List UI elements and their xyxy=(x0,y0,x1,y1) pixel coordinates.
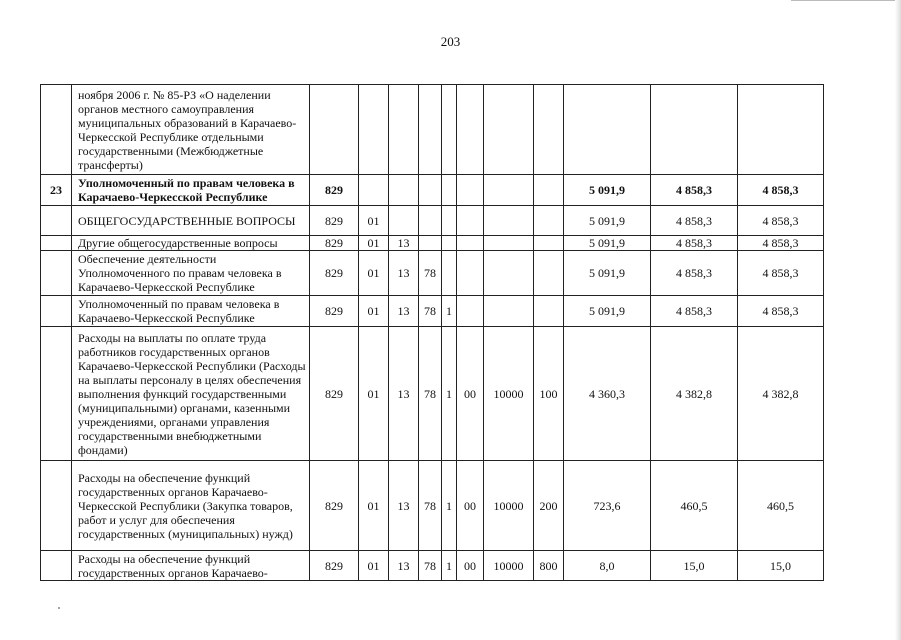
scan-edge-mark xyxy=(791,0,901,3)
event-code xyxy=(457,175,484,206)
scan-edge-shadow xyxy=(895,0,901,640)
amount-year1: 5 091,9 xyxy=(564,296,651,327)
amount-year3: 4 858,3 xyxy=(738,175,824,206)
direction-code xyxy=(484,206,534,236)
row-name: Расходы на обеспечение функций государственных органов Карачаево- xyxy=(72,551,310,581)
subprogram-code xyxy=(442,175,457,206)
amount-year2: 4 858,3 xyxy=(651,206,738,236)
direction-code: 10000 xyxy=(484,461,534,551)
podrazdel-code: 13 xyxy=(389,461,419,551)
amount-year1: 5 091,9 xyxy=(564,236,651,251)
razdel-code: 01 xyxy=(359,296,389,327)
ved-code: 829 xyxy=(310,296,359,327)
program-code xyxy=(419,206,442,236)
row-number xyxy=(41,327,72,461)
scan-speck xyxy=(58,607,60,609)
amount-year2: 4 858,3 xyxy=(651,175,738,206)
direction-code: 10000 xyxy=(484,551,534,581)
subprogram-code xyxy=(442,251,457,296)
amount-year3: 4 858,3 xyxy=(738,251,824,296)
row-name: Расходы на обеспечение функций государственных органов Карачаево-Черкесской Республики (Закупка товаров, работ и услуг для обеспечения государственных (муниципальных) нужд) xyxy=(72,461,310,551)
ved-code: 829 xyxy=(310,206,359,236)
row-name: Уполномоченный по правам человека в Карачаево-Черкесской Республике xyxy=(72,175,310,206)
event-code: 00 xyxy=(457,551,484,581)
row-number: 23 xyxy=(41,175,72,206)
razdel-code: 01 xyxy=(359,551,389,581)
row-number xyxy=(41,206,72,236)
row-number xyxy=(41,551,72,581)
razdel-code: 01 xyxy=(359,461,389,551)
razdel-code: 01 xyxy=(359,236,389,251)
podrazdel-code: 13 xyxy=(389,327,419,461)
amount-year1 xyxy=(564,85,651,175)
event-code: 00 xyxy=(457,461,484,551)
event-code xyxy=(457,251,484,296)
program-code: 78 xyxy=(419,551,442,581)
program-code: 78 xyxy=(419,327,442,461)
podrazdel-code: 13 xyxy=(389,296,419,327)
ved-code: 829 xyxy=(310,461,359,551)
subprogram-code xyxy=(442,85,457,175)
expense-type-code xyxy=(534,236,564,251)
ved-code: 829 xyxy=(310,551,359,581)
row-name: ОБЩЕГОСУДАРСТВЕННЫЕ ВОПРОСЫ xyxy=(72,206,310,236)
row-name: Уполномоченный по правам человека в Карачаево-Черкесской Республике xyxy=(72,296,310,327)
amount-year2: 460,5 xyxy=(651,461,738,551)
event-code: 00 xyxy=(457,327,484,461)
amount-year2: 4 858,3 xyxy=(651,296,738,327)
amount-year3: 460,5 xyxy=(738,461,824,551)
amount-year1: 5 091,9 xyxy=(564,206,651,236)
direction-code: 10000 xyxy=(484,327,534,461)
row-number xyxy=(41,251,72,296)
program-code xyxy=(419,175,442,206)
event-code xyxy=(457,85,484,175)
amount-year1: 5 091,9 xyxy=(564,251,651,296)
amount-year2: 4 858,3 xyxy=(651,251,738,296)
amount-year2 xyxy=(651,85,738,175)
amount-year3: 15,0 xyxy=(738,551,824,581)
amount-year2: 4 382,8 xyxy=(651,327,738,461)
expense-type-code: 200 xyxy=(534,461,564,551)
subprogram-code xyxy=(442,236,457,251)
razdel-code: 01 xyxy=(359,206,389,236)
program-code xyxy=(419,236,442,251)
amount-year1: 4 360,3 xyxy=(564,327,651,461)
direction-code xyxy=(484,175,534,206)
row-number xyxy=(41,85,72,175)
subprogram-code xyxy=(442,206,457,236)
podrazdel-code xyxy=(389,175,419,206)
razdel-code xyxy=(359,85,389,175)
razdel-code: 01 xyxy=(359,251,389,296)
row-name: Расходы на выплаты по оплате труда работников государственных органов Карачаево-Черкесской Республики (Расходы на выплаты персоналу в целях обеспечения выполнения функций государственными (муниципальными) органами, казенными учреждениями, органами управления государственными внебюджетными фондами) xyxy=(72,327,310,461)
expense-type-code xyxy=(534,206,564,236)
expense-type-code: 800 xyxy=(534,551,564,581)
ved-code: 829 xyxy=(310,175,359,206)
expense-type-code xyxy=(534,296,564,327)
direction-code xyxy=(484,296,534,327)
subprogram-code: 1 xyxy=(442,461,457,551)
subprogram-code: 1 xyxy=(442,551,457,581)
event-code xyxy=(457,296,484,327)
amount-year1: 8,0 xyxy=(564,551,651,581)
row-name: ноября 2006 г. № 85-РЗ «О наделении органов местного самоуправления муниципальных образований в Карачаево-Черкесской Республике отдельными государственными (Межбюджетные трансферты) xyxy=(72,85,310,175)
amount-year3: 4 858,3 xyxy=(738,236,824,251)
direction-code xyxy=(484,85,534,175)
row-name: Другие общегосударственные вопросы xyxy=(72,236,310,251)
expense-type-code xyxy=(534,251,564,296)
direction-code xyxy=(484,251,534,296)
table-row xyxy=(41,327,824,461)
row-number xyxy=(41,236,72,251)
table-row xyxy=(41,85,824,175)
ved-code xyxy=(310,85,359,175)
expense-type-code xyxy=(534,85,564,175)
table-row xyxy=(41,461,824,551)
podrazdel-code: 13 xyxy=(389,251,419,296)
table-row xyxy=(41,206,824,236)
amount-year2: 4 858,3 xyxy=(651,236,738,251)
amount-year1: 5 091,9 xyxy=(564,175,651,206)
amount-year3: 4 382,8 xyxy=(738,327,824,461)
table-row xyxy=(41,175,824,206)
razdel-code: 01 xyxy=(359,327,389,461)
ved-code: 829 xyxy=(310,251,359,296)
amount-year2: 15,0 xyxy=(651,551,738,581)
page-number: 203 xyxy=(440,34,461,49)
event-code xyxy=(457,236,484,251)
podrazdel-code xyxy=(389,206,419,236)
table-row xyxy=(41,551,824,581)
podrazdel-code: 13 xyxy=(389,236,419,251)
ved-code: 829 xyxy=(310,236,359,251)
subprogram-code: 1 xyxy=(442,296,457,327)
budget-table xyxy=(40,84,824,581)
program-code: 78 xyxy=(419,461,442,551)
subprogram-code: 1 xyxy=(442,327,457,461)
amount-year1: 723,6 xyxy=(564,461,651,551)
row-number xyxy=(41,461,72,551)
direction-code xyxy=(484,236,534,251)
podrazdel-code: 13 xyxy=(389,551,419,581)
amount-year3 xyxy=(738,85,824,175)
razdel-code xyxy=(359,175,389,206)
program-code xyxy=(419,85,442,175)
program-code: 78 xyxy=(419,251,442,296)
row-number xyxy=(41,296,72,327)
row-name: Обеспечение деятельности Уполномоченного по правам человека в Карачаево-Черкесской Республике xyxy=(72,251,310,296)
expense-type-code xyxy=(534,175,564,206)
amount-year3: 4 858,3 xyxy=(738,296,824,327)
program-code: 78 xyxy=(419,296,442,327)
ved-code: 829 xyxy=(310,327,359,461)
table-row xyxy=(41,236,824,251)
table-row xyxy=(41,296,824,327)
event-code xyxy=(457,206,484,236)
podrazdel-code xyxy=(389,85,419,175)
expense-type-code: 100 xyxy=(534,327,564,461)
table-row xyxy=(41,251,824,296)
amount-year3: 4 858,3 xyxy=(738,206,824,236)
